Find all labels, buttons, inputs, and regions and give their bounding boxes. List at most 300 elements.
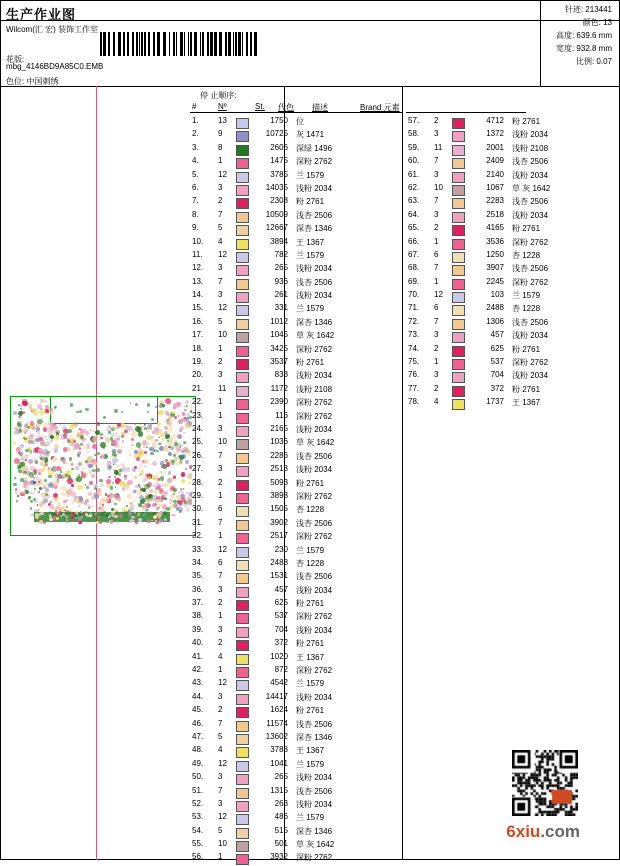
row-description: 深杏 1346 <box>296 732 333 742</box>
row-description: 草 灰 1642 <box>512 183 551 193</box>
row-stitch-count: 4712 <box>486 116 504 125</box>
color-swatch <box>452 198 465 209</box>
row-stitch-count: 2001 <box>486 142 504 152</box>
row-needle: 7 <box>434 316 439 326</box>
color-row <box>192 437 400 450</box>
color-row <box>192 812 400 825</box>
row-needle: 1 <box>434 276 439 286</box>
row-index: 62. <box>408 182 420 192</box>
row-stitch-count: 2165 <box>270 423 288 433</box>
row-stitch-count: 2409 <box>486 156 504 166</box>
row-index: 59. <box>408 142 420 152</box>
color-row <box>408 276 549 290</box>
row-stitch-count: 2606 <box>270 142 288 152</box>
row-needle: 4 <box>434 397 439 407</box>
color-swatch <box>452 158 465 169</box>
col-head-desc: 描述 <box>312 103 328 112</box>
row-index: 53. <box>192 812 204 822</box>
row-needle: 3 <box>218 464 223 474</box>
color-row <box>192 397 400 410</box>
col-head-code: 代色 <box>278 103 294 112</box>
design-label: 花版: <box>6 55 25 64</box>
color-row <box>408 343 541 357</box>
row-description: 粉 2761 <box>296 706 325 716</box>
row-index: 61. <box>408 169 420 179</box>
row-stitch-count: 1750 <box>270 116 288 125</box>
row-description: 浅粉 2034 <box>512 170 549 180</box>
row-stitch-count: 2518 <box>486 209 504 219</box>
row-description: 浅粉 2034 <box>296 625 333 635</box>
row-index: 49. <box>192 758 204 768</box>
row-index: 75. <box>408 357 420 367</box>
row-needle: 2 <box>434 223 439 233</box>
row-index: 76. <box>408 370 420 380</box>
row-description: 粉 2761 <box>512 117 541 126</box>
row-stitch-count: 5093 <box>270 477 288 487</box>
row-description: 杏 1228 <box>296 505 325 515</box>
row-stitch-count: 263 <box>274 798 288 808</box>
row-needle: 6 <box>218 557 223 567</box>
row-needle: 3 <box>434 129 439 139</box>
color-swatch <box>236 359 249 370</box>
color-swatch <box>452 279 465 290</box>
row-description: 浅杏 2506 <box>512 197 549 207</box>
row-index: 3. <box>192 142 199 152</box>
color-row <box>192 852 400 865</box>
row-index: 35. <box>192 571 204 581</box>
row-needle: 2 <box>434 383 439 393</box>
row-needle: 2 <box>218 705 223 715</box>
row-stitch-count: 2518 <box>270 464 288 474</box>
color-row <box>192 625 400 638</box>
qr-code <box>512 750 578 816</box>
color-row <box>192 799 400 812</box>
row-stitch-count: 2140 <box>486 169 504 179</box>
color-row <box>192 451 400 464</box>
row-stitch-count: 230 <box>274 544 288 554</box>
row-index: 27. <box>192 464 204 474</box>
color-swatch <box>236 680 249 691</box>
color-swatch <box>452 225 465 236</box>
row-stitch-count: 515 <box>274 825 288 835</box>
color-row <box>192 652 400 665</box>
row-stitch-count: 4542 <box>270 678 288 688</box>
row-description: 兰 1579 <box>296 679 325 689</box>
color-list-column-1 <box>192 116 400 866</box>
row-index: 17. <box>192 330 204 340</box>
row-index: 19. <box>192 357 204 367</box>
row-index: 31. <box>192 517 204 527</box>
row-stitch-count: 3536 <box>486 236 504 246</box>
meta-width: 宽度: 932.8 mm <box>555 44 612 53</box>
row-description: 粉 2761 <box>296 197 325 207</box>
row-stitch-count: 537 <box>490 357 504 367</box>
row-stitch-count: 3785 <box>270 169 288 179</box>
row-needle: 3 <box>434 169 439 179</box>
row-needle: 12 <box>218 678 227 688</box>
color-swatch <box>452 118 465 129</box>
color-swatch <box>236 667 249 678</box>
row-needle: 3 <box>218 798 223 808</box>
row-stitch-count: 704 <box>274 624 288 634</box>
row-description: 深绿 1496 <box>296 143 333 153</box>
color-row <box>192 504 400 517</box>
row-stitch-count: 14417 <box>265 691 288 701</box>
color-swatch <box>236 131 249 142</box>
row-needle: 5 <box>218 825 223 835</box>
row-description: 浅粉 2034 <box>296 183 333 193</box>
row-description: 浅杏 2506 <box>512 157 549 167</box>
meta-scale: 比例: 0.07 <box>575 57 612 66</box>
row-index: 57. <box>408 116 420 125</box>
row-stitch-count: 2308 <box>270 196 288 206</box>
color-swatch <box>236 480 249 491</box>
row-stitch-count: 4165 <box>486 223 504 233</box>
row-stitch-count: 1624 <box>270 705 288 715</box>
row-description: 杏 1228 <box>296 558 325 568</box>
row-description: 浅粉 2108 <box>296 384 333 394</box>
color-row <box>408 316 549 330</box>
row-needle: 1 <box>218 531 223 541</box>
color-swatch <box>452 399 465 410</box>
row-needle: 2 <box>218 196 223 206</box>
row-needle: 1 <box>218 397 223 407</box>
row-stitch-count: 372 <box>490 383 504 393</box>
row-stitch-count: 3932 <box>270 852 288 862</box>
color-swatch <box>236 788 249 799</box>
color-row <box>192 277 400 290</box>
row-description: 浅杏 2506 <box>296 572 333 582</box>
color-row <box>192 772 400 785</box>
row-stitch-count: 14035 <box>265 182 288 192</box>
row-stitch-count: 1020 <box>270 651 288 661</box>
stop-sequence-label: 停 止顺序: <box>200 91 237 100</box>
row-index: 46. <box>192 718 204 728</box>
color-swatch <box>236 198 249 209</box>
row-stitch-count: 486 <box>274 812 288 822</box>
color-swatch <box>452 332 465 343</box>
color-row <box>408 196 549 209</box>
row-needle: 11 <box>434 142 443 152</box>
row-stitch-count: 1315 <box>270 785 288 795</box>
row-description: 深粉 2762 <box>296 411 333 421</box>
row-description: 浅粉 2034 <box>296 465 333 475</box>
row-stitch-count: 3894 <box>270 236 288 246</box>
row-description: 灰 1471 <box>296 130 325 140</box>
color-row <box>192 491 400 504</box>
row-stitch-count: 457 <box>274 584 288 594</box>
row-needle: 12 <box>218 544 227 554</box>
row-stitch-count: 2390 <box>270 397 288 407</box>
row-description: 粉 2761 <box>296 358 325 368</box>
row-description: 王 1367 <box>296 652 325 662</box>
row-description: 粉 2761 <box>296 639 325 649</box>
row-index: 55. <box>192 839 204 849</box>
color-row <box>192 611 400 624</box>
color-row <box>192 571 400 584</box>
color-row <box>192 464 400 477</box>
color-swatch <box>236 841 249 852</box>
color-row <box>408 169 549 183</box>
row-index: 65. <box>408 223 420 233</box>
row-index: 71. <box>408 303 420 313</box>
row-description: 浅粉 2034 <box>296 692 333 702</box>
color-row <box>192 384 400 397</box>
row-stitch-count: 1012 <box>270 316 288 326</box>
row-stitch-count: 501 <box>274 839 288 849</box>
color-row <box>192 290 400 303</box>
row-description: 浅粉 2034 <box>296 799 333 809</box>
row-stitch-count: 11574 <box>266 718 288 728</box>
color-row <box>192 263 400 276</box>
row-index: 48. <box>192 745 204 755</box>
color-row <box>192 598 400 611</box>
row-stitch-count: 3902 <box>270 517 288 527</box>
row-description: 深粉 2762 <box>512 237 549 247</box>
row-needle: 4 <box>218 745 223 755</box>
row-needle: 5 <box>218 316 223 326</box>
color-swatch <box>236 640 249 651</box>
row-stitch-count: 3898 <box>270 490 288 500</box>
color-row <box>192 665 400 678</box>
row-stitch-count: 2517 <box>270 531 288 541</box>
color-swatch <box>236 439 249 450</box>
row-index: 37. <box>192 598 204 608</box>
row-description: 粉 2761 <box>296 478 325 488</box>
color-swatch <box>236 600 249 611</box>
color-row <box>192 330 400 343</box>
meta-colors: 颜色: 13 <box>582 18 612 27</box>
color-row <box>408 182 551 196</box>
row-index: 47. <box>192 731 204 741</box>
row-stitch-count: 1306 <box>486 316 504 326</box>
row-description: 粉 2761 <box>512 344 541 354</box>
color-swatch <box>236 587 249 598</box>
meta-stitches: 针迹: 213441 <box>564 5 612 14</box>
floral-embroidery-fill <box>12 398 192 516</box>
row-stitch-count: 2488 <box>486 303 504 313</box>
color-swatch <box>452 359 465 370</box>
row-stitch-count: 1531 <box>270 571 288 581</box>
color-swatch <box>236 828 249 839</box>
color-swatch <box>452 265 465 276</box>
row-needle: 1 <box>434 236 439 246</box>
row-description: 浅杏 2506 <box>296 719 333 729</box>
row-stitch-count: 2488 <box>270 557 288 567</box>
row-index: 68. <box>408 263 420 273</box>
color-swatch <box>236 707 249 718</box>
row-needle: 3 <box>218 624 223 634</box>
row-needle: 2 <box>218 477 223 487</box>
color-row <box>192 129 400 142</box>
row-description: 浅杏 2506 <box>296 277 333 287</box>
row-stitch-count: 1475 <box>270 156 288 166</box>
row-stitch-count: 457 <box>490 330 504 340</box>
color-swatch <box>236 774 249 785</box>
row-needle: 2 <box>218 357 223 367</box>
row-description: 深粉 2762 <box>512 277 549 287</box>
row-needle: 6 <box>218 504 223 514</box>
row-description: 位 <box>296 117 304 126</box>
color-row <box>192 344 400 357</box>
row-needle: 3 <box>218 290 223 300</box>
row-needle: 7 <box>218 517 223 527</box>
color-row <box>192 558 400 571</box>
row-index: 16. <box>192 316 204 326</box>
color-swatch <box>236 734 249 745</box>
color-row <box>192 545 400 558</box>
color-swatch <box>452 386 465 397</box>
row-index: 67. <box>408 249 420 259</box>
color-swatch <box>236 627 249 638</box>
color-list-column-2 <box>408 116 551 411</box>
color-row <box>192 250 400 263</box>
color-swatch <box>452 292 465 303</box>
row-needle: 7 <box>218 571 223 581</box>
color-swatch <box>236 118 249 129</box>
row-description: 深粉 2762 <box>296 398 333 408</box>
row-description: 深粉 2762 <box>296 491 333 501</box>
row-description: 粉 2761 <box>512 224 541 234</box>
row-needle: 6 <box>434 303 439 313</box>
garment-artwork <box>10 396 196 536</box>
row-stitch-count: 1372 <box>486 129 504 139</box>
row-index: 8. <box>192 209 199 219</box>
row-description: 草 灰 1642 <box>296 840 335 850</box>
row-stitch-count: 2245 <box>486 276 504 286</box>
color-swatch <box>236 185 249 196</box>
color-row <box>192 370 400 383</box>
color-swatch <box>236 761 249 772</box>
color-row <box>408 370 549 383</box>
row-stitch-count: 261 <box>274 290 288 300</box>
color-swatch <box>452 131 465 142</box>
row-description: 兰 1579 <box>296 170 325 180</box>
color-swatch <box>236 801 249 812</box>
row-needle: 1 <box>218 156 223 166</box>
color-row <box>192 237 400 250</box>
row-description: 浅粉 2034 <box>296 585 333 595</box>
row-index: 32. <box>192 531 204 541</box>
row-needle: 13 <box>218 116 227 125</box>
color-swatch <box>236 814 249 825</box>
color-row <box>192 638 400 651</box>
row-needle: 2 <box>434 116 439 125</box>
row-stitch-count: 1036 <box>270 437 288 447</box>
header-rule-1 <box>0 20 620 21</box>
row-needle: 10 <box>218 839 227 849</box>
row-needle: 8 <box>218 142 223 152</box>
row-description: 深粉 2762 <box>296 666 333 676</box>
row-needle: 3 <box>218 370 223 380</box>
color-swatch <box>236 453 249 464</box>
row-stitch-count: 1045 <box>270 330 288 340</box>
color-row <box>192 705 400 718</box>
row-index: 33. <box>192 544 204 554</box>
color-row <box>192 732 400 745</box>
row-stitch-count: 331 <box>274 303 288 313</box>
color-row <box>192 223 400 236</box>
col-head-index: # <box>192 102 197 111</box>
color-swatch <box>236 721 249 732</box>
row-needle: 3 <box>434 330 439 340</box>
color-swatch <box>236 292 249 303</box>
color-swatch <box>236 613 249 624</box>
row-description: 浅杏 2506 <box>296 210 333 220</box>
row-stitch-count: 265 <box>274 263 288 273</box>
row-description: 王 1367 <box>296 237 325 247</box>
row-description: 浅杏 2506 <box>296 786 333 796</box>
color-swatch <box>236 506 249 517</box>
row-description: 兰 1579 <box>296 759 325 769</box>
color-row <box>408 223 541 236</box>
row-stitch-count: 1250 <box>486 249 504 259</box>
row-index: 52. <box>192 798 204 808</box>
color-row <box>192 170 400 183</box>
color-swatch <box>236 520 249 531</box>
color-swatch <box>452 185 465 196</box>
color-swatch <box>452 252 465 263</box>
design-filename: mbg_4146BD9A85C0.EMB <box>6 62 104 71</box>
row-needle: 2 <box>218 638 223 648</box>
row-description: 浅粉 2034 <box>296 264 333 274</box>
row-index: 50. <box>192 772 204 782</box>
row-description: 浅粉 2034 <box>296 773 333 783</box>
row-needle: 7 <box>434 263 439 273</box>
row-description: 深粉 2762 <box>296 344 333 354</box>
row-description: 深粉 2762 <box>512 358 549 368</box>
row-description: 浅粉 2034 <box>296 291 333 301</box>
row-index: 2. <box>192 129 199 139</box>
row-index: 51. <box>192 785 204 795</box>
row-index: 30. <box>192 504 204 514</box>
list-header-rule <box>190 112 402 113</box>
color-swatch <box>452 172 465 183</box>
color-swatch <box>236 399 249 410</box>
row-description: 浅粉 2034 <box>512 130 549 140</box>
row-stitch-count: 1505 <box>270 504 288 514</box>
color-swatch <box>236 172 249 183</box>
color-row <box>192 143 400 156</box>
color-row <box>192 478 400 491</box>
color-row <box>192 692 400 705</box>
color-swatch <box>236 319 249 330</box>
row-index: 10. <box>192 236 204 246</box>
color-swatch <box>236 279 249 290</box>
header-meta-divider <box>540 0 541 86</box>
color-row <box>192 411 400 424</box>
row-index: 15. <box>192 303 204 313</box>
row-needle: 1 <box>218 410 223 420</box>
color-swatch <box>236 239 249 250</box>
watermark-domain: .com <box>540 822 580 841</box>
color-swatch <box>236 225 249 236</box>
color-row <box>408 249 541 263</box>
color-row <box>192 531 400 544</box>
row-index: 9. <box>192 223 199 233</box>
row-index: 34. <box>192 557 204 567</box>
color-row <box>192 585 400 598</box>
row-index: 26. <box>192 450 204 460</box>
row-description: 兰 1579 <box>296 813 325 823</box>
color-swatch <box>236 372 249 383</box>
page-title: 生产作业图 <box>6 7 77 22</box>
row-index: 24. <box>192 423 204 433</box>
row-index: 14. <box>192 290 204 300</box>
row-stitch-count: 625 <box>490 343 504 353</box>
row-needle: 1 <box>218 852 223 862</box>
row-stitch-count: 782 <box>274 249 288 259</box>
